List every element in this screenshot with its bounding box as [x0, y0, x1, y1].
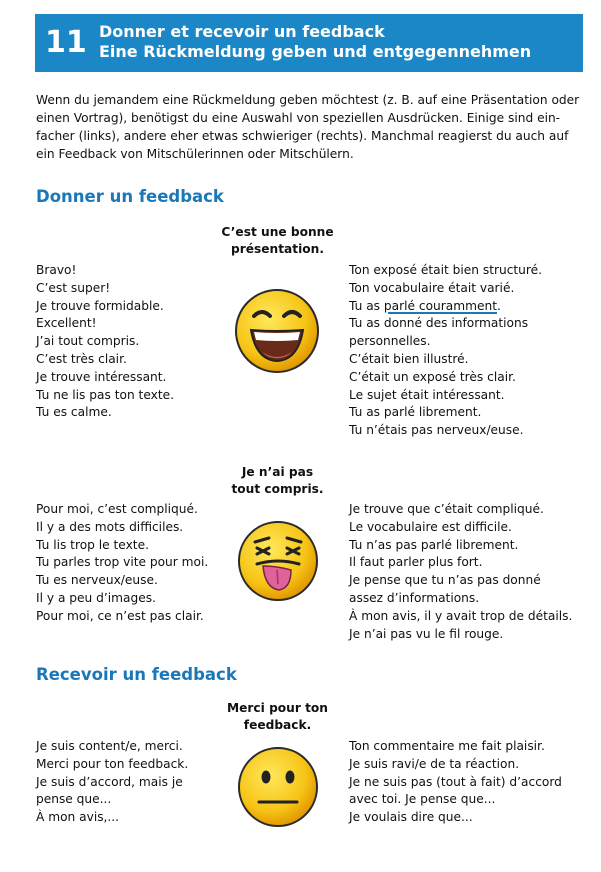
- list-item: Le sujet était intéressant.: [349, 387, 505, 402]
- list-item-prefix: Tu as: [349, 298, 384, 313]
- list-item: Tu ne lis pas ton texte.: [36, 387, 174, 402]
- intro-line: Wenn du jemandem eine Rückmeldung geben möchtest (z. B. auf eine Präsentation oder: [36, 93, 580, 107]
- list-item: Je trouve intéressant.: [36, 369, 167, 384]
- list-item: Je ne suis pas (tout à fait) d’accord: [349, 774, 562, 789]
- intro-line: einen Vortrag), benötigst du eine Auswahl von speziellen Ausdrücken. Einige sind ein-: [36, 111, 561, 125]
- list-item: personnelles.: [349, 334, 431, 349]
- list-item: Tu lis trop le texte.: [36, 537, 149, 552]
- receive-caption: [205, 700, 350, 734]
- list-item: Je suis content/e, merci.: [36, 739, 183, 753]
- caption-line: feedback.: [243, 718, 312, 732]
- list-item: À mon avis,...: [36, 810, 120, 825]
- list-item: assez d’informations.: [349, 590, 480, 605]
- negative-simple-phrases: [36, 501, 208, 626]
- list-item: Il y a peu d’images.: [36, 590, 156, 605]
- list-item: Tu as parlé librement.: [349, 405, 482, 420]
- caption-line: tout compris.: [231, 482, 324, 496]
- caption-line: Je n’ai pas: [241, 465, 314, 479]
- list-item: Je n’ai pas vu le fil rouge.: [349, 626, 504, 641]
- chapter-number: 11: [45, 25, 87, 60]
- list-item: C’était bien illustré.: [349, 351, 469, 366]
- intro-line: ein Feedback von Mitschülerinnen oder Mitschülern.: [36, 147, 354, 161]
- positive-advanced-phrases: [349, 262, 542, 440]
- caption-line: présentation.: [231, 242, 324, 256]
- list-item: J’ai tout compris.: [36, 334, 140, 349]
- list-item: Je suis ravi/e de ta réaction.: [349, 756, 520, 771]
- list-item: Je suis d’accord, mais je: [36, 774, 183, 789]
- caption-line: C’est une bonne: [221, 225, 334, 239]
- negative-caption: [205, 464, 350, 498]
- chapter-header: [35, 14, 583, 72]
- laughing-face-icon: [232, 286, 322, 376]
- list-item: Tu es calme.: [36, 405, 112, 420]
- list-item: Pour moi, ce n’est pas clair.: [36, 608, 204, 623]
- list-item: Tu es nerveux/euse.: [36, 573, 158, 588]
- positive-caption: [205, 224, 350, 258]
- list-item: pense que...: [36, 792, 112, 807]
- list-item: Excellent!: [36, 316, 97, 331]
- list-item: Ton exposé était bien structuré.: [349, 263, 543, 277]
- list-item: Bravo!: [36, 263, 77, 277]
- chapter-title-french: Donner et recevoir un feedback: [99, 22, 385, 41]
- list-item: Il faut parler plus fort.: [349, 555, 483, 570]
- list-item: C’est super!: [36, 280, 111, 295]
- list-item: Le vocabulaire est difficile.: [349, 519, 512, 534]
- neutral-face-icon: [235, 744, 321, 830]
- list-item: Je trouve formidable.: [36, 298, 164, 313]
- list-item: Ton commentaire me fait plaisir.: [349, 739, 545, 753]
- list-item: Tu n’as pas parlé librement.: [349, 537, 519, 552]
- section-heading-donner: Donner un feedback: [36, 187, 224, 206]
- list-item: avec toi. Je pense que...: [349, 792, 496, 807]
- list-item: C’est très clair.: [36, 351, 127, 366]
- list-item-suffix: .: [496, 298, 501, 313]
- intro-paragraph: [36, 91, 586, 163]
- list-item: Tu n’étais pas nerveux/euse.: [349, 423, 524, 438]
- list-item: Ton vocabulaire était varié.: [349, 280, 515, 295]
- list-item: Merci pour ton feedback.: [36, 756, 189, 771]
- negative-advanced-phrases: [349, 501, 572, 643]
- list-item: Je voulais dire que...: [349, 810, 473, 825]
- section-heading-recevoir: Recevoir un feedback: [36, 665, 237, 684]
- list-item: Je trouve que c’était compliqué.: [349, 502, 544, 516]
- chapter-title-german: Eine Rückmeldung geben und entgegennehmen: [99, 42, 532, 61]
- receive-simple-phrases: [36, 738, 188, 827]
- list-item: Pour moi, c’est compliqué.: [36, 502, 198, 516]
- positive-simple-phrases: [36, 262, 174, 422]
- list-item: Tu as donné des informations: [349, 316, 529, 331]
- list-item: Il y a des mots difficiles.: [36, 519, 184, 534]
- confused-tongue-face-icon: [235, 518, 321, 604]
- list-item: À mon avis, il y avait trop de détails.: [349, 608, 573, 623]
- underlined-phrase: parlé couramment: [383, 298, 497, 313]
- intro-line: facher (links), andere eher etwas schwieriger (rechts). Manchmal reagierst du auch auf: [36, 129, 569, 143]
- list-item: Je pense que tu n’as pas donné: [349, 573, 541, 588]
- list-item: Tu parles trop vite pour moi.: [36, 555, 209, 570]
- list-item: C’était un exposé très clair.: [349, 369, 516, 384]
- receive-advanced-phrases: [349, 738, 562, 827]
- caption-line: Merci pour ton: [227, 701, 328, 715]
- list-item: [349, 298, 542, 316]
